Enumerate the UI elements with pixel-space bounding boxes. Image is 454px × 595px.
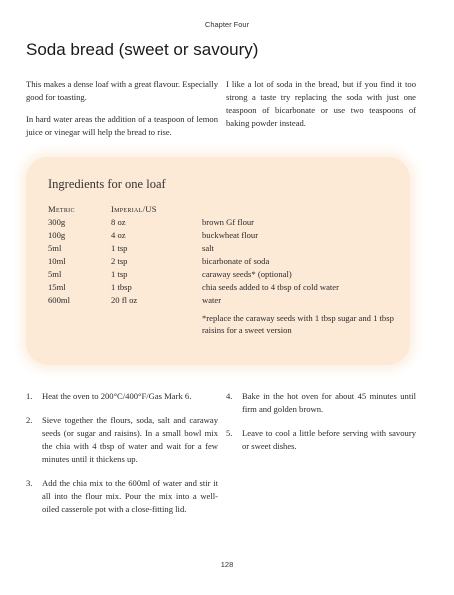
ingredient-row	[26, 282, 410, 295]
ingredient-row	[26, 243, 410, 256]
metric-column-header: Metric	[48, 204, 75, 214]
step-text: Heat the oven to 200°C/400°F/Gas Mark 6.	[42, 391, 192, 401]
ingredient-footnote: *replace the caraway seeds with 1 tbsp sugar and 1 tbsp raisins for a sweet version	[202, 313, 394, 335]
ingredient-name: buckwheat flour	[202, 230, 259, 240]
page-title: Soda bread (sweet or savoury)	[26, 40, 259, 59]
intro-paragraph: This makes a dense loaf with a great flavour. Especially good for toasting.	[26, 79, 218, 102]
method-step	[26, 477, 218, 516]
intro-paragraph: In hard water areas the addition of a teaspoon of lemon juice or vinegar will help the bread to rise.	[26, 114, 218, 137]
metric-amount: 600ml	[48, 295, 70, 305]
method-step	[226, 427, 416, 453]
ingredient-row	[26, 269, 410, 282]
metric-amount: 5ml	[48, 243, 62, 253]
imperial-amount: 1 tsp	[111, 243, 128, 253]
method-step	[226, 390, 416, 416]
step-number: 3.	[26, 478, 33, 488]
imperial-amount: 4 oz	[111, 230, 126, 240]
ingredient-row	[26, 230, 410, 243]
intro-left-column	[26, 78, 218, 148]
ingredient-name: brown Gf flour	[202, 217, 255, 227]
metric-amount: 100g	[48, 230, 66, 240]
intro-right-column	[226, 78, 416, 139]
metric-amount: 5ml	[48, 269, 62, 279]
step-number: 2.	[26, 415, 33, 425]
ingredient-row	[26, 295, 410, 308]
step-text: Bake in the hot oven for about 45 minutes until firm and golden brown.	[242, 391, 416, 414]
method-left-column	[26, 390, 218, 527]
method-step	[26, 414, 218, 466]
step-text: Leave to cool a little before serving with savoury or sweet dishes.	[242, 428, 416, 451]
step-number: 5.	[226, 428, 233, 438]
ingredient-name: bicarbonate of soda	[202, 256, 270, 266]
page-number: 128	[220, 560, 234, 569]
ingredient-row	[26, 256, 410, 269]
step-text: Sieve together the flours, soda, salt and caraway seeds (or sugar and raisins). In a small bowl mix the chia with 4 tbsp of water and wait for a few minutes until it thickens up.	[42, 415, 218, 464]
ingredient-row	[26, 217, 410, 230]
imperial-amount: 2 tsp	[111, 256, 128, 266]
imperial-amount: 1 tsp	[111, 269, 128, 279]
chapter-header: Chapter Four	[204, 20, 250, 29]
imperial-column-header: Imperial/US	[111, 204, 157, 214]
ingredient-name: chia seeds added to 4 tbsp of cold water	[202, 282, 339, 292]
metric-amount: 10ml	[48, 256, 66, 266]
step-number: 1.	[26, 391, 33, 401]
ingredients-title: Ingredients for one loaf	[48, 177, 166, 191]
imperial-amount: 1 tbsp	[111, 282, 132, 292]
metric-amount: 300g	[48, 217, 66, 227]
method-right-column	[226, 390, 416, 464]
ingredient-name: water	[202, 295, 222, 305]
ingredients-box	[26, 157, 410, 365]
method-step	[26, 390, 218, 403]
ingredient-name: salt	[202, 243, 214, 253]
step-number: 4.	[226, 391, 233, 401]
ingredient-name: caraway seeds* (optional)	[202, 269, 292, 279]
intro-paragraph: I like a lot of soda in the bread, but if you find it too strong a taste try replacing the soda with just one teaspoon of bicarbonate or use two teaspoons of baking powder instead.	[226, 79, 416, 128]
metric-amount: 15ml	[48, 282, 66, 292]
step-text: Add the chia mix to the 600ml of water and stir it all into the flour mix. Pour the mix into a well-oiled casserole pot with a close-fitting lid.	[42, 478, 218, 514]
imperial-amount: 8 oz	[111, 217, 126, 227]
imperial-amount: 20 fl oz	[111, 295, 138, 305]
